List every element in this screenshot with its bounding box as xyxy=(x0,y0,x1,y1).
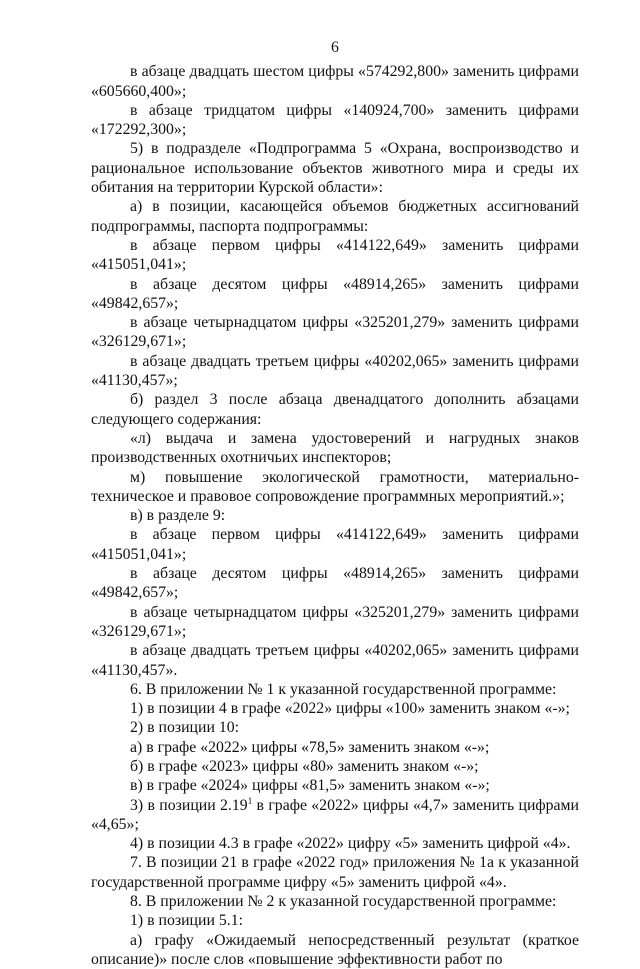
paragraph: в абзаце первом цифры «414122,649» заменить цифрами «415051,041»; xyxy=(91,236,579,274)
paragraph: в абзаце тридцатом цифры «140924,700» заменить цифрами «172292,300»; xyxy=(91,101,579,139)
paragraph-text: в графе «2022» цифры «4,7» заменить цифрами «4,65»; xyxy=(91,796,579,833)
paragraph: 1) в позиции 5.1: xyxy=(130,912,244,930)
paragraph: в) в графе «2024» цифры «81,5» заменить знаком «-»; xyxy=(130,777,490,795)
paragraph: в абзаце четырнадцатом цифры «325201,279» заменить цифрами «326129,671»; xyxy=(91,603,579,640)
paragraph: в абзаце четырнадцатом цифры «325201,279» заменить цифрами «326129,671»; xyxy=(91,314,579,351)
page-number: 6 xyxy=(331,39,339,56)
paragraph: 1) в позиции 4 в графе «2022» цифры «100» заменить знаком «-»; xyxy=(130,700,570,718)
paragraph-with-superscript xyxy=(91,796,579,835)
paragraph: б) раздел 3 после абзаца двенадцатого дополнить абзацами следующего содержания: xyxy=(91,391,579,428)
paragraph: в абзаце двадцать третьем цифры «40202,065» заменить цифрами «41130,457»; xyxy=(91,352,579,390)
paragraph: м) повышение экологической грамотности, материально-техническое и правовое сопровождение программных мероприятий.»; xyxy=(91,468,579,505)
paragraph: 7. В позиции 21 в графе «2022 год» приложения № 1а к указанной государственной программе цифру «5» заменить цифрой «4». xyxy=(91,854,579,891)
superscript: 1 xyxy=(247,795,253,806)
paragraph: в абзаце десятом цифры «48914,265» заменить цифрами «49842,657»; xyxy=(91,275,579,312)
paragraph: а) графу «Ожидаемый непосредственный результат (краткое описание)» после слов «повышение эффективности работ по xyxy=(91,931,579,968)
paragraph: а) в графе «2022» цифры «78,5» заменить знаком «-»; xyxy=(130,738,490,756)
paragraph: в абзаце двадцать третьем цифры «40202,065» заменить цифрами «41130,457». xyxy=(91,642,579,679)
paragraph: 4) в позиции 4.3 в графе «2022» цифру «5» заменить цифрой «4». xyxy=(130,835,571,853)
paragraph: в абзаце двадцать шестом цифры «574292,800» заменить цифрами «605660,400»; xyxy=(91,63,579,100)
paragraph: в абзаце первом цифры «414122,649» заменить цифрами «415051,041»; xyxy=(91,526,579,563)
paragraph: 6. В приложении № 1 к указанной государственной программе: xyxy=(130,680,557,698)
paragraph: в) в разделе 9: xyxy=(130,507,226,525)
paragraph: в абзаце десятом цифры «48914,265» заменить цифрами «49842,657»; xyxy=(91,565,579,602)
paragraph: а) в позиции, касающейся объемов бюджетных ассигнований подпрограммы, паспорта подпрограммы: xyxy=(91,198,579,235)
paragraph: б) в графе «2023» цифры «80» заменить знаком «-»; xyxy=(130,757,479,775)
paragraph-text: 3) в позиции 2.19 xyxy=(130,796,248,814)
paragraph: 8. В приложении № 2 к указанной государственной программе: xyxy=(130,893,557,911)
paragraph: 5) в подразделе «Подпрограмма 5 «Охрана, воспроизводство и рациональное использование объектов животного мира и среды их обитания на территории Курской области»: xyxy=(91,140,579,197)
paragraph: 2) в позиции 10: xyxy=(130,719,240,737)
paragraph: «л) выдача и замена удостоверений и нагрудных знаков производственных охотничьих инспекторов; xyxy=(91,429,579,467)
